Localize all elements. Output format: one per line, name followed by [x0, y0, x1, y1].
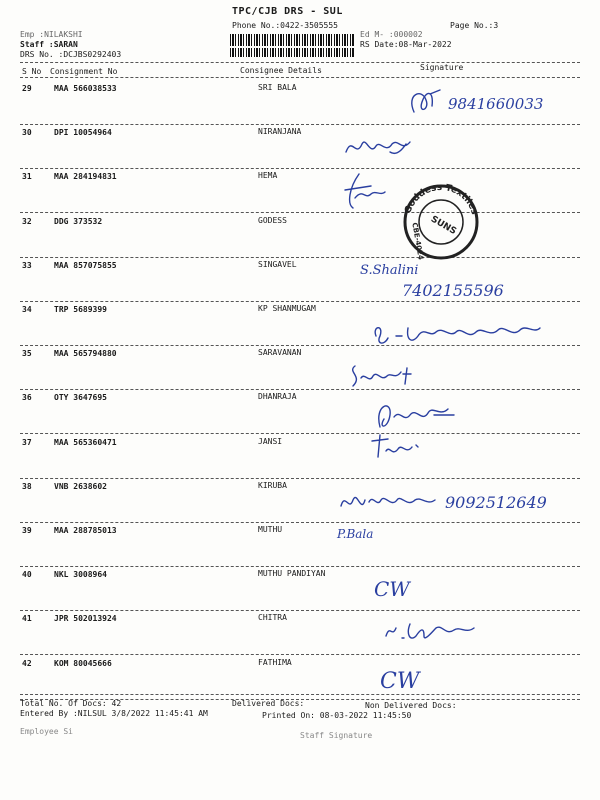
row-consignee-name: KIRUBA — [258, 480, 287, 490]
signature-42 — [378, 660, 438, 696]
row-consignment-number: DPI 10054964 — [54, 128, 112, 138]
row-serial-number: 40 — [22, 570, 32, 580]
row-consignment-number: MAA 565360471 — [54, 437, 117, 447]
row-serial-number: 32 — [22, 216, 32, 226]
col-sno: S No — [22, 67, 42, 76]
row-divider — [20, 478, 580, 479]
row-divider — [20, 566, 580, 567]
row-consignee-name: SARAVANAN — [258, 348, 302, 358]
signature-29 — [400, 84, 580, 124]
row-serial-number: 42 — [22, 658, 32, 668]
row-serial-number: 30 — [22, 128, 32, 138]
header-divider — [20, 62, 580, 63]
phone-number: Phone No.:0422-3505555 — [232, 21, 338, 30]
row-consignment-number: MAA 288785013 — [54, 526, 117, 535]
row-divider — [20, 345, 580, 346]
signature-38 — [335, 486, 585, 518]
row-consignment-number: DDG 373532 — [54, 216, 103, 226]
row-divider — [20, 212, 580, 213]
row-divider — [20, 654, 580, 655]
row-divider — [20, 124, 580, 125]
row-serial-number: 31 — [22, 172, 32, 182]
row-consignee-name: DHANRAJA — [258, 392, 297, 402]
row-consignee-name: NIRANJANA — [258, 127, 302, 137]
signature-42-text: CW — [380, 669, 420, 694]
row-consignment-number: MAA 857075855 — [54, 260, 117, 270]
employee-name: Emp :NILAKSHI — [20, 30, 83, 39]
company-stamp — [395, 182, 487, 260]
stamp-text-mid: SUNS — [428, 214, 458, 237]
signature-33-phone: 7402155596 — [402, 281, 504, 300]
row-consignee-name: KP SHANMUGAM — [258, 304, 316, 313]
employee-signature-label: Employee Si — [20, 727, 73, 736]
row-serial-number: 39 — [22, 526, 32, 535]
stamp-text-top: Goddess Textiles — [403, 182, 480, 216]
row-divider — [20, 301, 580, 302]
signature-36-37 — [370, 395, 480, 465]
row-consignee-name: CHITRA — [258, 613, 287, 623]
row-serial-number: 33 — [22, 260, 32, 270]
barcode-bottom — [230, 48, 355, 57]
row-divider — [20, 168, 580, 169]
row-consignment-number: MAA 284194831 — [54, 172, 117, 182]
signature-41 — [380, 616, 490, 646]
row-divider — [20, 389, 580, 390]
row-consignee-name: GODESS — [258, 215, 287, 225]
staff-name: Staff :SARAN — [20, 40, 78, 49]
row-consignee-name: JANSI — [258, 436, 283, 446]
footer-divider — [20, 694, 580, 695]
row-serial-number: 37 — [22, 437, 32, 447]
signature-31 — [335, 168, 395, 214]
signature-40-text: CW — [374, 577, 410, 601]
staff-signature-label: Staff Signature — [300, 731, 373, 740]
row-consignment-number: VNB 2638602 — [54, 481, 107, 491]
row-divider — [20, 610, 580, 611]
barcode-top — [230, 34, 355, 46]
row-divider — [20, 522, 580, 523]
column-divider — [20, 77, 580, 78]
row-divider — [20, 433, 580, 434]
row-consignment-number: OTY 3647695 — [54, 393, 107, 403]
non-delivered-docs: Non Delivered Docs: — [365, 701, 457, 710]
stamp-text-code: CBE-4024 — [410, 222, 425, 260]
row-serial-number: 35 — [22, 349, 32, 359]
ed-number: Ed M- :000002 — [360, 30, 423, 39]
row-consignee-name: HEMA — [258, 171, 278, 181]
signature-39 — [335, 520, 395, 544]
row-serial-number: 29 — [22, 84, 32, 93]
row-consignment-number: JPR 502013924 — [54, 614, 117, 624]
signature-30 — [340, 130, 430, 162]
entered-by: Entered By :NILSUL 3/8/2022 11:45:41 AM — [20, 709, 208, 718]
signature-39-name: P.Bala — [337, 527, 374, 541]
row-serial-number: 34 — [22, 305, 32, 314]
row-serial-number: 41 — [22, 614, 32, 624]
row-consignee-name: FATHIMA — [258, 657, 292, 667]
row-consignment-number: TRP 5689399 — [54, 305, 107, 314]
row-consignment-number: KOM 80045666 — [54, 658, 112, 668]
row-consignment-number: NKL 3008964 — [54, 570, 107, 580]
delivered-docs: Delivered Docs: — [232, 699, 305, 708]
col-signature: Signature — [420, 63, 464, 72]
row-serial-number: 38 — [22, 481, 32, 491]
document-title: TPC/CJB DRS - SUL — [232, 6, 343, 17]
drs-date: RS Date:08-Mar-2022 — [360, 40, 452, 49]
total-docs: Total No. Of Docs: 42 — [20, 699, 122, 708]
signature-33-name: S.Shalini — [360, 263, 419, 278]
signature-29-phone: 9841660033 — [448, 95, 544, 113]
row-divider — [20, 257, 580, 258]
row-consignment-number: MAA 565794880 — [54, 349, 117, 359]
row-consignment-number: MAA 566038533 — [54, 84, 117, 93]
signature-38-phone: 9092512649 — [445, 493, 547, 512]
row-consignee-name: SRI BALA — [258, 83, 297, 92]
signature-40 — [372, 572, 432, 604]
row-consignee-name: MUTHU PANDIYAN — [258, 569, 326, 579]
signature-34 — [370, 318, 560, 352]
col-consignment: Consignment No — [50, 67, 118, 76]
drs-number: DRS No. :DCJBS0292403 — [20, 50, 122, 59]
row-serial-number: 36 — [22, 393, 32, 403]
page-number: Page No.:3 — [450, 21, 499, 30]
row-consignee-name: SINGAVEL — [258, 259, 297, 269]
row-consignee-name: MUTHU — [258, 525, 283, 534]
col-consignee: Consignee Details — [240, 66, 322, 75]
printed-on: Printed On: 08-03-2022 11:45:50 — [262, 711, 412, 720]
